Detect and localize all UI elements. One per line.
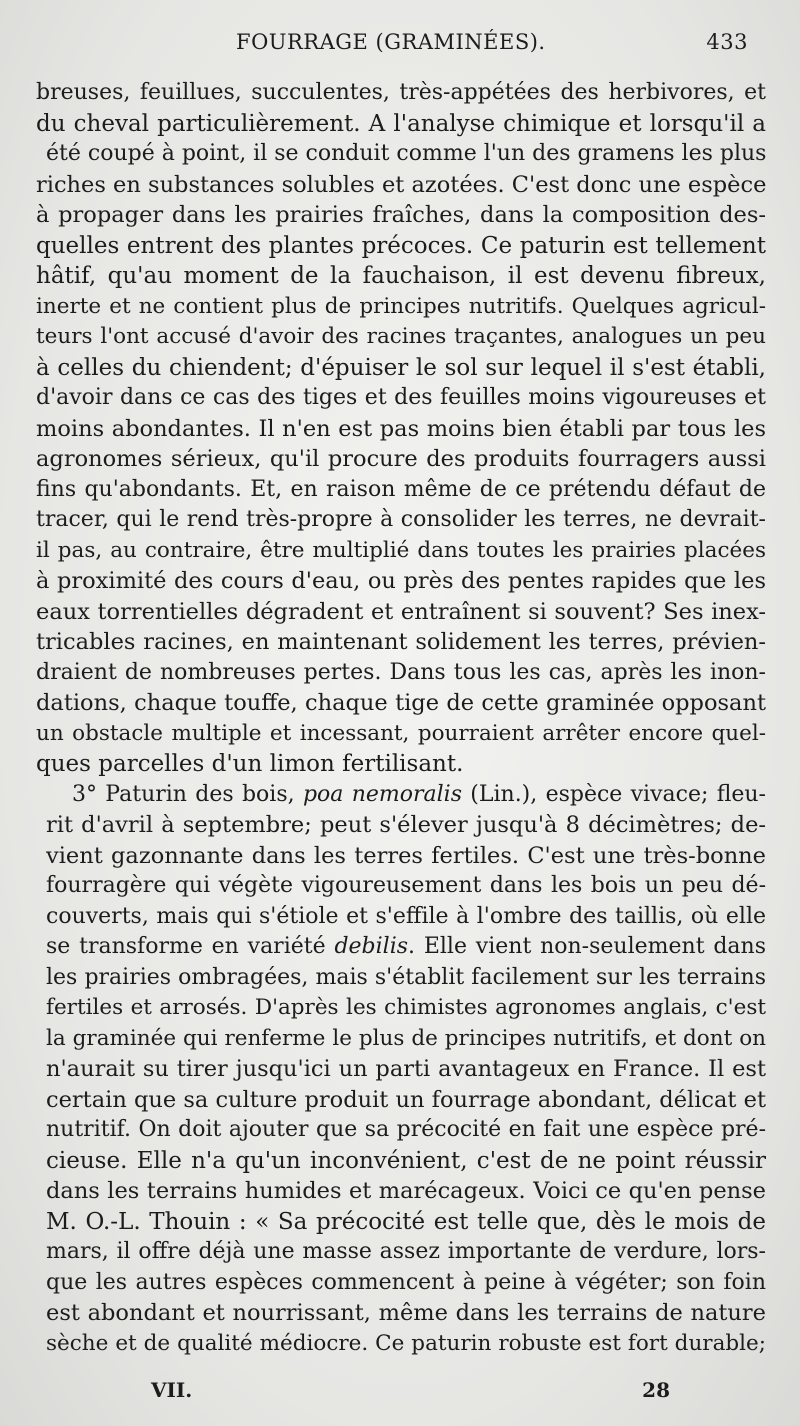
paragraph-end-line: ques parcelles d'un limon fertilisant. [36,751,464,777]
text-line: tracer, qui le rend très-propre à consolider les terres, ne devrait- [36,507,766,532]
text-line: fins qu'abondants. Et, en raison même de ce prétendu défaut de [36,476,766,502]
signature-mark: VII. [151,1378,193,1402]
text-line: la graminée qui renferme le plus de principes nutritifs, et dont on [46,1025,766,1051]
text-line: quelles entrent des plantes précoces. Ce paturin est tellement [36,232,766,259]
page-number: 433 [706,30,748,54]
text-line: inerte et ne contient plus de principes nutritifs. Quelques agricul- [36,293,766,319]
text-line: du cheval particulièrement. A l'analyse chimique et lorsqu'il a [36,110,766,137]
text-line: sèche et de qualité médiocre. Ce paturin robuste est fort durable; [46,1330,766,1356]
text-line: est abondant et nourrissant, même dans les terrains de nature [46,1300,766,1326]
text-line: n'aurait su tirer jusqu'ici un parti avantageux en France. Il est [46,1056,766,1082]
text-line: mars, il offre déjà une masse assez importante de verdure, lors- [46,1239,766,1264]
text-line: rit d'avril à septembre; peut s'élever jusqu'à 8 décimètres; de- [46,812,766,838]
text-line: se transforme en variété debilis. Elle vient non-seulement dans [46,934,766,959]
text-line: fourragère qui végète vigoureusement dans les bois un peu dé- [46,873,766,898]
text-line: cieuse. Elle n'a qu'un inconvénient, c'est de ne point réussir [46,1147,766,1174]
text-line: vient gazonnante dans les terres fertiles. C'est une très-bonne [46,842,766,869]
text-line: à celles du chiendent; d'épuiser le sol sur lequel il s'est établi, [36,354,766,381]
text-line: que les autres espèces commencent à peine à végéter; son foin [46,1269,766,1295]
text-line: il pas, au contraire, être multiplié dans toutes les prairies placées [36,537,766,563]
text-line: nutritif. On doit ajouter que sa précocité en fait une espèce pré- [46,1117,766,1142]
text-line: riches en substances solubles et azotées. C'est donc une espèce [36,171,767,198]
text-line: eaux torrentielles dégradent et entraînent si souvent? Ses inex- [36,598,766,625]
text-line: d'avoir dans ce cas des tiges et des feuilles moins vigoureuses et [36,385,766,410]
text-line: dations, chaque touffe, chaque tige de cette graminée opposant [36,690,766,716]
page-header [36,30,770,64]
running-title: FOURRAGE (GRAMINÉES). [236,30,546,54]
text-line: 3° Paturin des bois, poa nemoralis (Lin.), espèce vivace; fleu- [72,781,766,807]
text-line: draient de nombreuses pertes. Dans tous les cas, après les inon- [36,659,766,685]
text-line: moins abondantes. Il n'en est pas moins bien établi par tous les [36,415,766,442]
text-line: à propager dans les prairies fraîches, dans la composition des- [36,202,766,228]
text-line: dans les terrains humides et marécageux. Voici ce qu'en pense [46,1178,766,1204]
text-line: les prairies ombragées, mais s'établit facilement sur les terrains [46,964,766,990]
text-line: M. O.-L. Thouin : « Sa précocité est telle que, dès le mois de [46,1208,766,1235]
text-line: fertiles et arrosés. D'après les chimistes agronomes anglais, c'est [46,995,766,1020]
text-line: hâtif, qu'au moment de la fauchaison, il est devenu fibreux, [36,263,766,289]
text-line: agronomes sérieux, qu'il procure des produits fourragers aussi [36,446,766,472]
text-line: à proximité des cours d'eau, ou près des pentes rapides que les [36,568,766,594]
text-line: certain que sa culture produit un fourrage abondant, délicat et [46,1086,766,1113]
page-footer [36,1378,770,1408]
text-line: couverts, mais qui s'étiole et s'effile à l'ombre des taillis, où elle [46,903,766,929]
body-text [36,78,766,1359]
text-line: breuses, feuillues, succulentes, très-appétées des herbivores, et [36,80,766,105]
text-line: tricables racines, en maintenant solidement les terres, prévien- [36,629,766,655]
sheet-number: 28 [642,1378,670,1402]
text-line: un obstacle multiple et incessant, pourraient arrêter encore quel- [36,720,766,746]
text-line: été coupé à point, il se conduit comme l'un des gramens les plus [46,141,767,166]
text-line: teurs l'ont accusé d'avoir des racines traçantes, analogues un peu [36,324,766,349]
